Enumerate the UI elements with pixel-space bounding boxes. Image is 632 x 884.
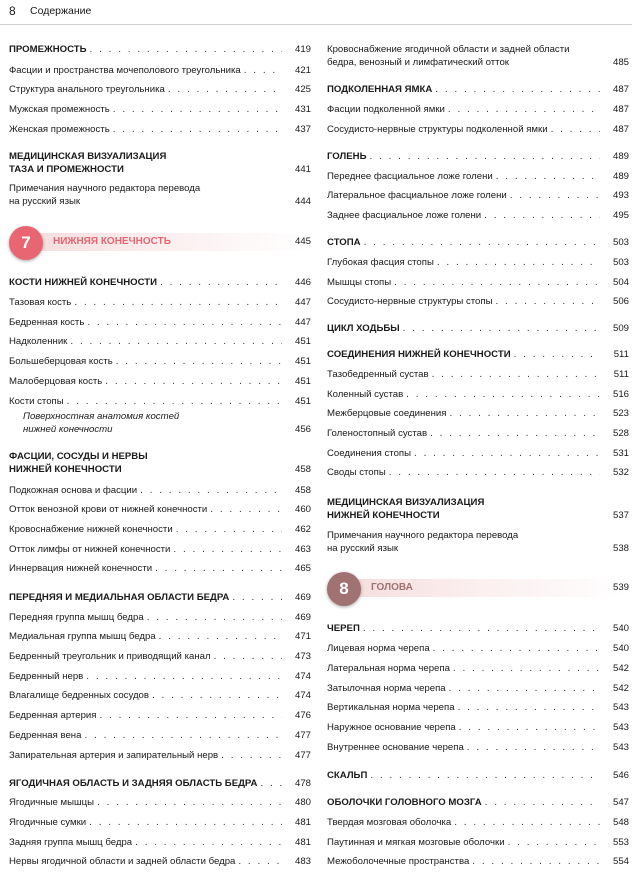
- toc-entry[interactable]: Медиальная группа мышц бедра . . . 471: [9, 631, 311, 642]
- toc-entry[interactable]: Кровоснабжение ягодичной области и задней области бедра, венозный и лимфатический отток 485: [327, 44, 629, 68]
- toc-entry[interactable]: Тазобедренный сустав . . . 511: [327, 369, 629, 380]
- toc-entry[interactable]: Голеностопный сустав . . . 528: [327, 428, 629, 439]
- toc-section[interactable]: СОЕДИНЕНИЯ НИЖНЕЙ КОНЕЧНОСТИ . . . 511: [327, 349, 629, 360]
- toc-entry[interactable]: Латеральное фасциальное ложе голени . . . 493: [327, 190, 629, 201]
- chapter-page: 445: [294, 236, 311, 247]
- toc-section[interactable]: ОБОЛОЧКИ ГОЛОВНОГО МОЗГА . . . 547: [327, 797, 629, 808]
- toc-section[interactable]: КОСТИ НИЖНЕЙ КОНЕЧНОСТИ . . . 446: [9, 277, 311, 288]
- page-number: 8: [9, 4, 16, 18]
- toc-entry[interactable]: Кровоснабжение нижней конечности . . . 462: [9, 524, 311, 535]
- toc-entry[interactable]: Ягодичные мышцы . . . 480: [9, 797, 311, 808]
- toc-section[interactable]: ПЕРЕДНЯЯ И МЕДИАЛЬНАЯ ОБЛАСТИ БЕДРА . . . 469: [9, 592, 311, 603]
- toc-entry[interactable]: Внутреннее основание черепа . . . 543: [327, 742, 629, 753]
- toc-entry[interactable]: Бедренная артерия . . . 476: [9, 710, 311, 721]
- toc-entry[interactable]: Бедренная вена . . . 477: [9, 730, 311, 741]
- toc-entry[interactable]: Подкожная основа и фасции . . . 458: [9, 485, 311, 496]
- chapter-title: НИЖНЯЯ КОНЕЧНОСТЬ: [53, 236, 171, 247]
- toc-entry[interactable]: Ягодичные сумки . . . 481: [9, 817, 311, 828]
- toc-section[interactable]: ГОЛЕНЬ . . . 489: [327, 151, 629, 162]
- toc-entry[interactable]: Женская промежность . . . 437: [9, 124, 311, 135]
- toc-subentry[interactable]: Поверхностная анатомия костей нижней конечности 456: [23, 411, 311, 435]
- toc-entry[interactable]: Малоберцовая кость . . . 451: [9, 376, 311, 387]
- toc-section[interactable]: МЕДИЦИНСКАЯ ВИЗУАЛИЗАЦИЯ ТАЗА И ПРОМЕЖНОСТИ 441: [9, 151, 311, 175]
- toc-entry[interactable]: Большеберцовая кость . . . 451: [9, 356, 311, 367]
- chapter-8-heading[interactable]: [327, 572, 629, 606]
- toc-entry[interactable]: Передняя группа мышц бедра . . . 469: [9, 612, 311, 623]
- toc-section[interactable]: ПРОМЕЖНОСТЬ . . . 419: [9, 44, 311, 55]
- chapter-page: 539: [612, 582, 629, 593]
- toc-entry[interactable]: Фасции и пространства мочеполового треугольника . . . 421: [9, 65, 311, 76]
- toc-entry[interactable]: Запирательная артерия и запирательный нерв . . . 477: [9, 750, 311, 761]
- toc-entry[interactable]: Бедренный нерв . . . 474: [9, 671, 311, 682]
- toc-entry[interactable]: Мышцы стопы . . . 504: [327, 277, 629, 288]
- toc-section[interactable]: ЯГОДИЧНАЯ ОБЛАСТЬ И ЗАДНЯЯ ОБЛАСТЬ БЕДРА . . . 478: [9, 778, 311, 789]
- toc-entry[interactable]: Влагалище бедренных сосудов . . . 474: [9, 690, 311, 701]
- toc-entry[interactable]: Вертикальная норма черепа . . . 543: [327, 702, 629, 713]
- toc-entry[interactable]: Бедренная кость . . . 447: [9, 317, 311, 328]
- toc-entry[interactable]: Паутинная и мягкая мозговые оболочки . . . 553: [327, 837, 629, 848]
- toc-entry[interactable]: Переднее фасциальное ложе голени . . . 489: [327, 171, 629, 182]
- toc-entry[interactable]: Отток лимфы от нижней конечности . . . 463: [9, 544, 311, 555]
- toc-entry[interactable]: Межберцовые соединения . . . 523: [327, 408, 629, 419]
- toc-entry[interactable]: Затылочная норма черепа . . . 542: [327, 683, 629, 694]
- chapter-title: ГОЛОВА: [371, 582, 413, 593]
- toc-entry[interactable]: Наружное основание черепа . . . 543: [327, 722, 629, 733]
- toc-entry[interactable]: Латеральная норма черепа . . . 542: [327, 663, 629, 674]
- toc-entry[interactable]: Нервы ягодичной области и задней области бедра . . . 483: [9, 856, 311, 867]
- toc-entry[interactable]: Кости стопы . . . 451: [9, 396, 311, 407]
- toc-entry[interactable]: Бедренный треугольник и приводящий канал . . . 473: [9, 651, 311, 662]
- toc-entry[interactable]: Мужская промежность . . . 431: [9, 104, 311, 115]
- toc-entry[interactable]: Сосудисто-нервные структуры стопы . . . 506: [327, 296, 629, 307]
- toc-entry[interactable]: Примечания научного редактора перевода на русский язык 444: [9, 183, 311, 207]
- toc-entry[interactable]: Соединения стопы . . . 531: [327, 448, 629, 459]
- toc-section[interactable]: СТОПА . . . 503: [327, 237, 629, 248]
- chapter-number-badge: 7: [9, 226, 43, 260]
- toc-section[interactable]: ЦИКЛ ХОДЬБЫ . . . 509: [327, 323, 629, 334]
- toc-section[interactable]: ПОДКОЛЕННАЯ ЯМКА . . . 487: [327, 84, 629, 95]
- toc-entry[interactable]: Коленный сустав . . . 516: [327, 389, 629, 400]
- toc-entry[interactable]: Надколенник . . . 451: [9, 336, 311, 347]
- toc-entry[interactable]: Своды стопы . . . 532: [327, 467, 629, 478]
- toc-entry[interactable]: Примечания научного редактора перевода на русский язык 538: [327, 530, 629, 554]
- toc-entry[interactable]: Межоболочечные пространства . . . 554: [327, 856, 629, 867]
- toc-entry[interactable]: Лицевая норма черепа . . . 540: [327, 643, 629, 654]
- chapter-number-badge: 8: [327, 572, 361, 606]
- toc-entry[interactable]: Структура анального треугольника . . . 425: [9, 84, 311, 95]
- toc-section[interactable]: МЕДИЦИНСКАЯ ВИЗУАЛИЗАЦИЯ НИЖНЕЙ КОНЕЧНОСТИ 537: [327, 497, 629, 521]
- toc-entry[interactable]: Заднее фасциальное ложе голени . . . 495: [327, 210, 629, 221]
- chapter-7-heading[interactable]: [9, 226, 311, 260]
- toc-entry[interactable]: Отток венозной крови от нижней конечности . . . 460: [9, 504, 311, 515]
- toc-section[interactable]: СКАЛЬП . . . 546: [327, 770, 629, 781]
- running-header: [0, 0, 632, 25]
- toc-section[interactable]: ФАСЦИИ, СОСУДЫ И НЕРВЫ НИЖНЕЙ КОНЕЧНОСТИ 458: [9, 451, 311, 475]
- toc-entry[interactable]: Задняя группа мышц бедра . . . 481: [9, 837, 311, 848]
- toc-entry[interactable]: Фасции подколенной ямки . . . 487: [327, 104, 629, 115]
- toc-entry[interactable]: Твердая мозговая оболочка . . . 548: [327, 817, 629, 828]
- toc-section[interactable]: ЧЕРЕП . . . 540: [327, 623, 629, 634]
- toc-entry[interactable]: Иннервация нижней конечности . . . 465: [9, 563, 311, 574]
- toc-entry[interactable]: Сосудисто-нервные структуры подколенной ямки . . . 487: [327, 124, 629, 135]
- running-title: Содержание: [30, 5, 92, 17]
- toc-entry[interactable]: Тазовая кость . . . 447: [9, 297, 311, 308]
- toc-entry[interactable]: Глубокая фасция стопы . . . 503: [327, 257, 629, 268]
